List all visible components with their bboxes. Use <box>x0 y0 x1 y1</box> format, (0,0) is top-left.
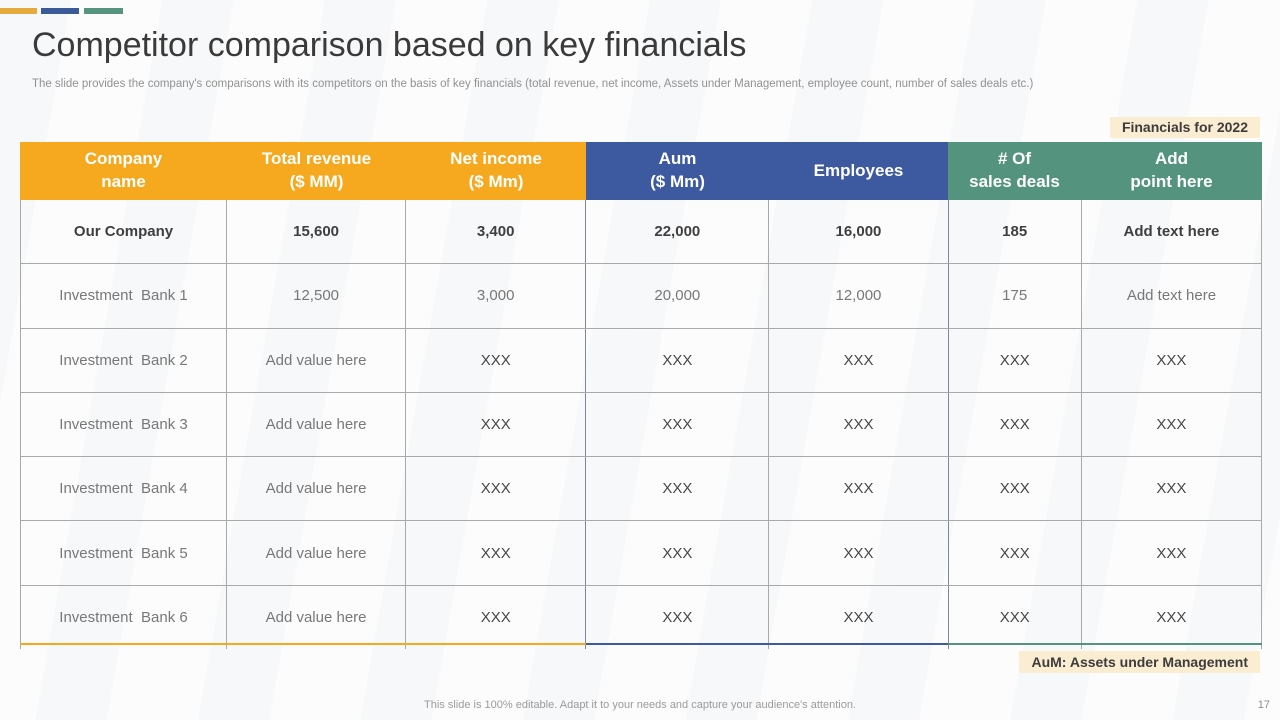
header-line: Company <box>84 149 163 169</box>
table-cell: XXX <box>949 393 1082 456</box>
table-cell: 20,000 <box>586 264 769 327</box>
table-cell: 16,000 <box>769 200 948 263</box>
accent-bar-teal <box>84 8 123 14</box>
page-number: 17 <box>1257 699 1270 711</box>
table-row-our-company <box>21 200 1261 264</box>
table-cell: XXX <box>1156 544 1187 562</box>
table-cell: XXX <box>406 329 586 392</box>
header-line: Employees <box>813 160 904 180</box>
table-cell: XXX <box>769 586 948 649</box>
col-header-company-name <box>20 142 227 200</box>
table-row-bank-1 <box>21 264 1261 328</box>
header-line: Aum <box>658 149 697 169</box>
col-header-sales-deals <box>948 142 1081 200</box>
table-cell: Investment Bank 2 <box>21 329 227 392</box>
col-header-aum <box>586 142 769 200</box>
col-header-net-income <box>406 142 586 200</box>
table-row-bank-4 <box>21 457 1261 521</box>
aum-definition-badge: AuM: Assets under Management <box>1019 651 1260 673</box>
table-cell: 3,400 <box>406 200 586 263</box>
table-cell: Investment Bank 5 <box>21 521 227 584</box>
table-bottom-border-blue <box>586 643 948 645</box>
slide-subtitle: The slide provides the company's comparisons with its competitors on the basis of key financials (total revenue, net income, Assets under Management, employee count, number of sales deals etc.) <box>32 78 1034 90</box>
header-line: name <box>101 172 146 191</box>
header-line: ($ Mm) <box>468 172 524 191</box>
header-line: Net income <box>450 149 542 169</box>
table-cell: 175 <box>949 264 1082 327</box>
table-cell: Add value here <box>227 457 406 520</box>
header-line: Add <box>1154 149 1189 169</box>
table-cell: XXX <box>586 586 769 649</box>
header-line: # Of <box>997 149 1032 169</box>
table-cell: XXX <box>406 457 586 520</box>
table-cell: XXX <box>949 521 1082 584</box>
editable-note: This slide is 100% editable. Adapt it to your needs and capture your audience's attention. <box>424 699 856 711</box>
table-cell: XXX <box>949 329 1082 392</box>
table-cell: Add value here <box>227 521 406 584</box>
table-cell: XXX <box>1156 608 1187 626</box>
table-cell: Our Company <box>21 200 227 263</box>
table-row-bank-5 <box>21 521 1261 585</box>
table-cell: Add value here <box>227 586 406 649</box>
table-cell: XXX <box>949 586 1082 649</box>
table-cell: Investment Bank 6 <box>21 586 227 649</box>
table-cell: 185 <box>949 200 1082 263</box>
table-cell: XXX <box>1156 351 1187 369</box>
table-cell: XXX <box>586 393 769 456</box>
table-cell: Add text here <box>1123 223 1220 241</box>
table-cell: XXX <box>586 521 769 584</box>
table-bottom-border-green <box>948 643 1262 645</box>
table-cell: Add text here <box>1126 287 1217 305</box>
table-cell: Investment Bank 4 <box>21 457 227 520</box>
table-cell: XXX <box>1156 416 1187 434</box>
table-cell: XXX <box>1156 480 1187 498</box>
table-row-bank-3 <box>21 393 1261 457</box>
table-cell: 22,000 <box>586 200 769 263</box>
top-accent-bars <box>0 8 123 14</box>
competitor-comparison-table <box>20 142 1262 649</box>
table-cell: Investment Bank 3 <box>21 393 227 456</box>
table-cell: XXX <box>406 393 586 456</box>
col-header-employees <box>769 142 948 200</box>
table-cell: Investment Bank 1 <box>21 264 227 327</box>
accent-bar-gold <box>0 8 37 14</box>
table-cell: Add value here <box>227 329 406 392</box>
table-header-row <box>20 142 1262 200</box>
table-cell: XXX <box>769 521 948 584</box>
col-header-add-point <box>1081 142 1262 200</box>
table-cell: 12,500 <box>227 264 406 327</box>
table-row-bank-6 <box>21 586 1261 649</box>
table-body <box>20 200 1262 649</box>
table-cell: 12,000 <box>769 264 948 327</box>
table-cell: XXX <box>769 393 948 456</box>
header-line: ($ Mm) <box>650 172 705 191</box>
table-cell: XXX <box>586 457 769 520</box>
slide-title: Competitor comparison based on key financials <box>32 26 747 64</box>
table-cell: 15,600 <box>227 200 406 263</box>
table-cell: XXX <box>406 586 586 649</box>
table-row-bank-2 <box>21 329 1261 393</box>
table-bottom-border-orange <box>20 643 586 645</box>
col-header-total-revenue <box>227 142 406 200</box>
table-cell: 3,000 <box>406 264 586 327</box>
financials-year-badge: Financials for 2022 <box>1110 117 1260 138</box>
header-line: ($ MM) <box>289 172 344 191</box>
header-line: point here <box>1130 172 1213 191</box>
table-cell: XXX <box>949 457 1082 520</box>
table-cell: XXX <box>769 329 948 392</box>
accent-bar-blue <box>41 8 79 14</box>
table-cell: XXX <box>586 329 769 392</box>
table-cell: XXX <box>406 521 586 584</box>
table-cell: XXX <box>769 457 948 520</box>
header-line: Total revenue <box>261 149 372 169</box>
table-cell: Add value here <box>227 393 406 456</box>
header-line: sales deals <box>969 172 1060 191</box>
